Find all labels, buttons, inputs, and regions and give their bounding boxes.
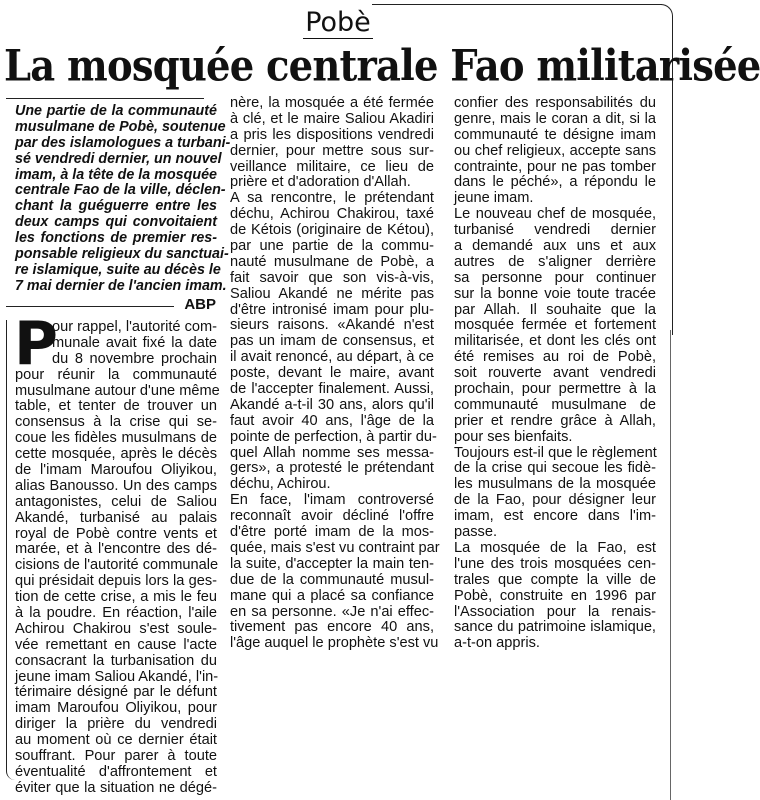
column-1 [14,309,220,797]
column-left-border [6,320,15,780]
text-line: Pobè, construite en 1996 par [454,587,656,604]
text-line: déchu, Achirou Chakirou, taxé [230,206,434,223]
text-line: par des islamologues a turbani- [15,134,231,151]
text-line: genre, mais le coran a dit, si la [454,110,656,127]
text-line: dernier, pour mettre sous sur- [230,142,434,159]
text-line: été remises au roi de Pobè, [454,349,656,366]
drop-cap: P [14,309,58,379]
text-line: consensus à la crise qui se- [15,414,217,431]
text-line: l'une des trois mosquées cen- [454,555,656,572]
text-line: Une partie de la communauté [15,103,217,119]
text-line: déchu, Achirou. [230,476,331,493]
text-line: royal de Pobè contre vents et [15,525,217,542]
text-line: la suite, d'accepter la main ten- [230,555,434,572]
text-line: prier et rendre grâce à Allah, [454,412,656,429]
text-line: communauté musulmane de [454,396,656,413]
text-line: nauté musulmane de Pobè, a [230,253,434,270]
text-line: Saliou Akandé ne mérite pas [230,285,434,302]
text-line: d'être porté imam de la mos- [230,524,434,541]
text-line: coue les fidèles musulmans de [15,430,217,447]
text-line: due de la communauté musul- [230,571,434,588]
text-line: quel Allah nomme ses messa- [230,444,434,461]
column-3 [454,96,656,652]
text-line: les musulmans de la mosquée [454,476,656,493]
text-line: imam Maroufou Oliyikou, pour [15,700,217,717]
text-line: jeune imam. [454,190,534,207]
text-line: En face, l'imam controversé [230,492,434,509]
text-line: table, et tenter de trouver un [15,398,217,415]
text-line: mane qui a placé sa confiance [230,587,434,604]
text-line: marée, et à l'encontre des dé- [15,541,217,558]
text-line: de la crise qui secoue les fidè- [454,460,656,477]
text-line: quée, mais s'est vu contraint par [230,539,440,556]
text-line: reconnaît avoir décliné l'offre [230,508,434,525]
text-line: Toujours est-il que le règlement [454,444,657,461]
text-line: trales que compte la ville de [454,571,656,588]
text-line: gers», a protesté le prétendant [230,460,434,477]
text-line: de Kétois (originaire de Kétou), [230,222,434,239]
text-line: cisions de l'autorité communale [15,557,219,574]
text-line: dans le péché», a répondu le [454,174,656,191]
frame-border-top [372,4,662,6]
text-line: il avait renoncé, au départ, à ce [230,349,434,366]
text-line: centrale Fao de la ville, déclen- [15,182,226,199]
text-line: veillance militaire, ce lieu de [230,158,434,175]
text-line: Akandé a-t-il 30 ans, alors qu'il [230,396,434,413]
text-line: tivement pas encore 40 ans, [230,619,434,636]
text-line: Akandé, turbanisé au palais [15,509,217,526]
text-line: musulmane autour d'une même [15,382,220,399]
text-line: Achirou Chakirou s'est soule- [15,620,217,637]
text-line: sance du patrimoine islamique, [454,619,656,636]
text-line: deux camps qui convoitaient [15,214,217,231]
kicker-text: Pobè [305,7,371,38]
text-line: a demandé aux uns et aux [454,238,656,255]
text-line: mosquée fermée et fortement [454,317,656,334]
text-line: ou chef religieux, accepte sans [454,142,656,159]
text-line: cette mosquée, après le décès [15,446,217,463]
text-line: prière et d'adoration d'Allah. [230,174,411,191]
text-line: a pris les dispositions vendredi [230,126,434,143]
text-line: A sa rencontre, le prétendant [230,190,434,207]
text-line: souffrant. Pour parer à toute [15,748,217,765]
text-line: imam, à la tête de la mosquée [15,166,217,183]
text-line: confier des responsabilités du [454,95,656,111]
text-line: à clé, et le maire Saliou Akadiri [230,110,434,127]
text-line: sur la bonne voie toute tracée [454,285,656,302]
byline-text: ABP [184,296,216,313]
text-line: prochain, pour permettre à la [454,381,656,398]
text-line: antagonistes, celui de Saliou [15,493,217,510]
text-line: pour réunir la communauté [15,366,217,383]
text-line: diriger la prière du vendredi [15,716,217,733]
text-line: en sa personne. «Je n'ai effec- [230,603,434,620]
text-line: a-t-on appris. [454,635,540,652]
text-line: our rappel, l'autorité com- [52,319,218,335]
text-line: vée remettant en cause l'acte [15,636,217,653]
text-line: au moment où ce dernier était [15,732,217,749]
text-line: nère, la mosquée a été fermée [230,95,434,111]
text-line: de l'accepter finalement. Aussi, [230,381,434,398]
column-2 [230,95,440,652]
text-line: musulmane de Pobè, soutenue [15,118,226,135]
text-line: consacrant la turbanisation du [15,652,217,669]
text-line: munale avait fixé la date [52,334,217,351]
text-line: La mosquée de la Fao, est [454,539,656,556]
text-line: de l'imam Maroufou Oliyikou, [15,462,217,479]
text-line: par une partie de la commu- [230,238,434,255]
text-line: les fonctions de premier res- [15,230,217,247]
text-line: sé vendredi dernier, un nouvel [15,150,222,167]
text-line: alias Banousso. Un des camps [15,477,217,494]
text-line: turbanisé vendredi dernier [454,222,656,239]
text-line: d'être intronisé imam pour plu- [230,301,434,318]
text-line: tion de cette crise, a mis le feu [15,589,217,606]
text-line: communauté te désigne imam [454,126,656,143]
text-line: à la poudre. En réaction, l'aile [15,605,217,622]
text-line: 7 mai dernier de l'ancien imam. [15,277,227,294]
text-line: pour ses bienfaits. [454,428,573,445]
text-line: re islamique, suite au décès le [15,261,221,278]
text-line: poste, devant le maire, avant [230,365,434,382]
text-line: éventualité d'affrontement et [15,763,217,780]
chapo-rule [6,98,204,99]
text-line: sieurs raisons. «Akandé n'est [230,317,434,334]
text-line: Le nouveau chef de mosquée, [454,206,656,223]
text-line: jeune imam Saliou Akandé, l'in- [15,668,219,685]
text-line: fait savoir que son vis-à-vis, [230,269,434,286]
byline-rule [6,306,174,307]
text-line: éviter que la situation ne dégé- [15,779,217,796]
text-line: l'Association pour la renais- [454,603,656,620]
text-line: pas un imam de consensus, et [230,333,434,350]
text-line: du 8 novembre prochain [52,350,217,367]
text-line: faut avoir 40 ans, l'âge de la [230,412,434,429]
text-line: autres de s'aligner derrière [454,253,656,270]
text-line: sa personne pour continuer [454,269,656,286]
text-line: ponsable religieux du sanctuai- [15,246,229,263]
frame-border-right [670,330,671,800]
text-line: passe. [454,524,497,541]
text-line: de la Fao, pour désigner leur [454,492,656,509]
text-line: contrainte, pour ne pas tomber [454,158,656,175]
text-line: l'âge auquel le prophète s'est vu [230,635,439,652]
text-line: qui présidait depuis lors la ges- [15,573,217,590]
headline: La mosquée centrale Fao militarisée [4,41,760,92]
chapo [15,103,231,295]
text-line: pointe de perfection, à partir du- [230,428,437,445]
text-line: soit rouverte avant vendredi [454,365,656,382]
kicker [0,8,676,38]
text-line: militarisée, et dont les clés ont [454,333,656,350]
text-line: imam, est encore dans l'im- [454,508,656,525]
text-line: par Allah. Il souhaite que la [454,301,656,318]
text-line: térimaire désigné par le défunt [15,684,217,701]
text-line: chant la guéguerre entre les [15,198,217,215]
